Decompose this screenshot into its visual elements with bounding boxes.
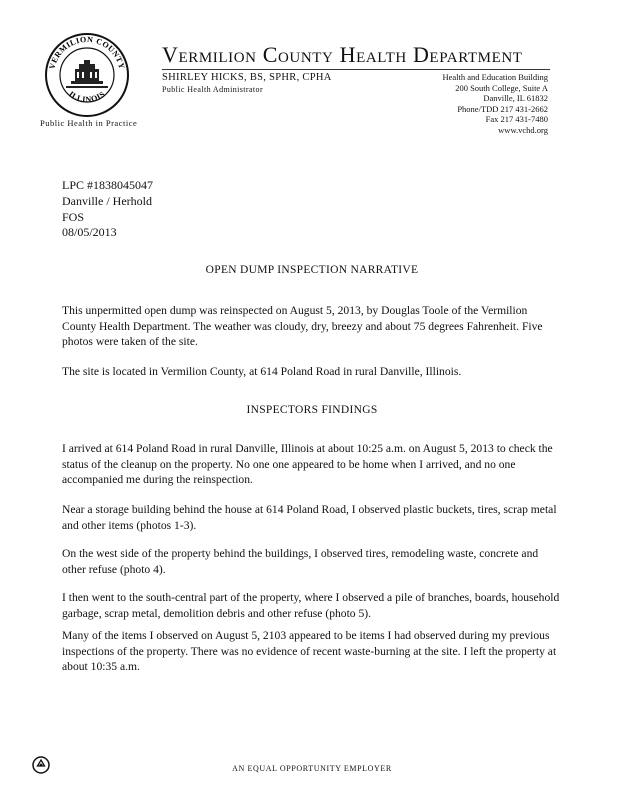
- letterhead-divider: [162, 69, 550, 70]
- address-line: www.vchd.org: [498, 124, 548, 135]
- seal-text-top: VERMILION COUNTY: [47, 34, 127, 71]
- dump-type: FOS: [62, 209, 85, 224]
- narrative-title: OPEN DUMP INSPECTION NARRATIVE: [205, 264, 419, 276]
- administrator-title: Public Health Administrator: [162, 85, 264, 94]
- seal-text-bottom: ILLINOIS: [67, 89, 107, 105]
- svg-text:ILLINOIS: [67, 89, 107, 104]
- findings-paragraph: I then went to the south-central part of the property, where I observed a pile of branches, boards, household garbage, scrap metal, demolition debris and other refuse (photo 5).: [62, 591, 560, 620]
- county-seal-logo: [44, 32, 130, 118]
- intro-paragraph: This unpermitted open dump was reinspected on August 5, 2013, by Douglas Toole of the Vermilion County Health Department. The weather was cloudy, dry, breezy and about 75 degrees Fahrenheit. Five photos were taken of the site.: [62, 304, 543, 349]
- site-location: Danville / Herhold: [62, 193, 152, 208]
- seal-caption: Public Health in Practice: [40, 118, 138, 128]
- findings-paragraph: On the west side of the property behind the buildings, I observed tires, remodeling waste, concrete and other refuse (photo 4).: [62, 547, 539, 576]
- address-line: Health and Education Building: [442, 72, 548, 82]
- address-line: Danville, IL 61832: [483, 93, 548, 103]
- lpc-number: LPC #1838045047: [62, 178, 154, 192]
- address-line: Phone/TDD 217 431-2662: [457, 103, 548, 114]
- findings-title: INSPECTORS FINDINGS: [246, 404, 378, 416]
- address-line: 200 South College, Suite A: [455, 82, 548, 93]
- department-name: Vermilion County Health Department: [162, 42, 523, 67]
- findings-paragraph: Near a storage building behind the house at 614 Poland Road, I observed plastic buckets, tires, scrap metal and other items (photos 1-3).: [62, 503, 557, 532]
- intro-paragraph: The site is located in Vermilion County, at 614 Poland Road in rural Danville, Illinois.: [62, 365, 462, 378]
- findings-paragraph: I arrived at 614 Poland Road in rural Danville, Illinois at about 10:25 a.m. on August 5, 2013 to check the status of the cleanup on the property. No one one appeared to be home when I arrived, and no one accompanied me during the reinspection.: [62, 442, 553, 487]
- administrator-name: SHIRLEY HICKS, BS, SPHR, CPHA: [162, 72, 332, 83]
- address-line: Fax 217 431-7480: [485, 114, 548, 124]
- department-address: [442, 72, 548, 135]
- report-date: 08/05/2013: [62, 225, 117, 240]
- equal-opportunity-footer: AN EQUAL OPPORTUNITY EMPLOYER: [232, 764, 392, 773]
- document-meta: [62, 178, 153, 241]
- findings-paragraph: Many of the items I observed on August 5, 2103 appeared to be items I had observed during my previous inspections of the property. There was no evidence of recent waste-burning at the site. I left the property at about 10:35 a.m.: [62, 629, 557, 674]
